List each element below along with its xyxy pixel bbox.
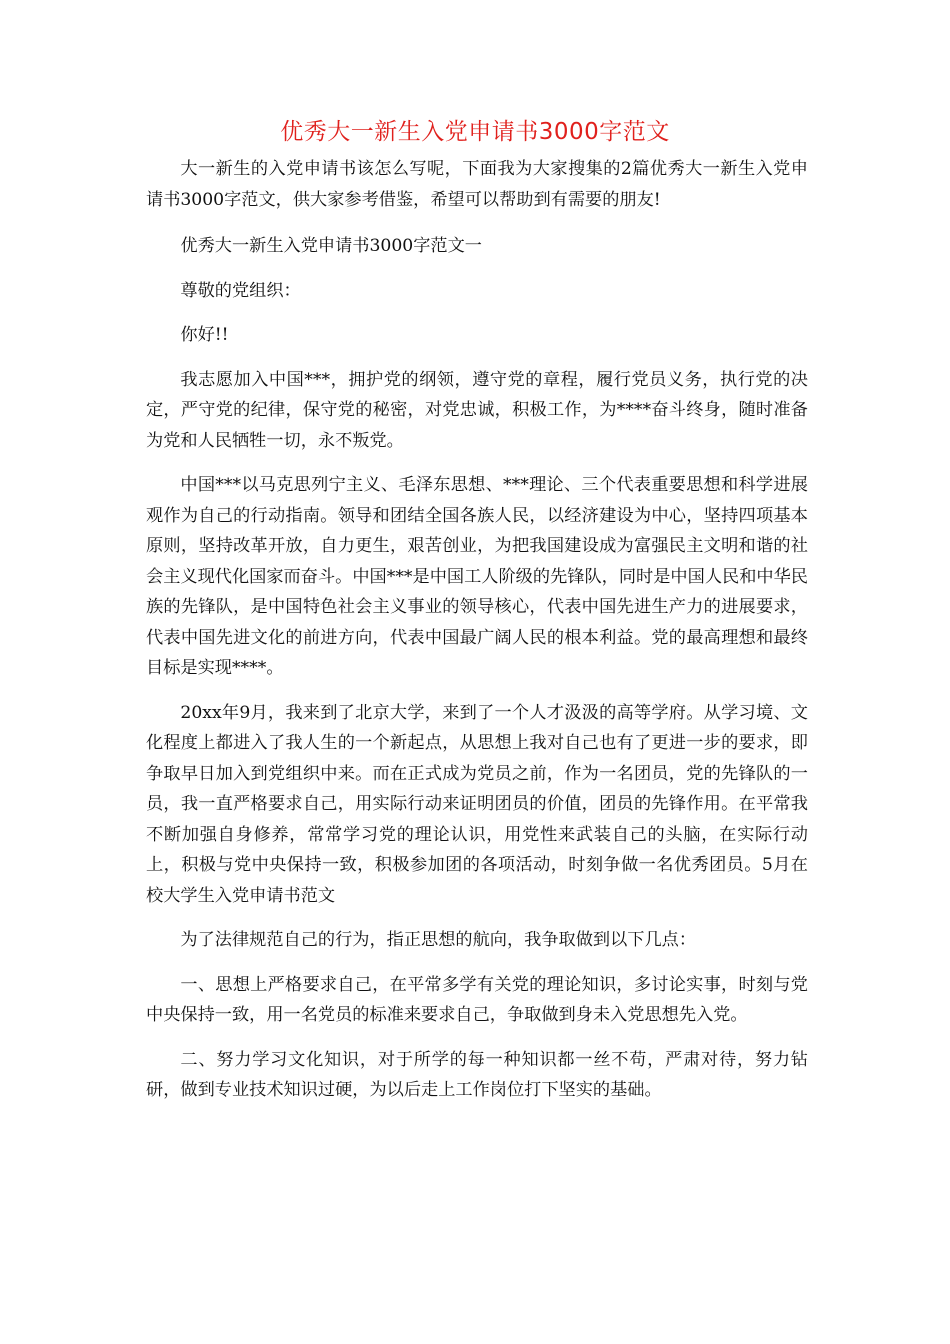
intro-paragraph: 大一新生的入党申请书该怎么写呢，下面我为大家搜集的2篇优秀大一新生入党申请书3000字范文，供大家参考借鉴，希望可以帮助到有需要的朋友! [146, 159, 808, 210]
body-paragraph: 中国***以马克思列宁主义、毛泽东思想、***理论、三个代表重要思想和科学进展观作为自己的行动指南。领导和团结全国各族人民，以经济建设为中心，坚持四项基本原则，坚持改革开放，自力更生，艰苦创业，为把我国建设成为富强民主文明和谐的社会主义现代化国家而奋斗。中国***是中国工人阶级的先锋队，同时是中国人民和中华民族的先锋队，是中国特色社会主义事业的领导核心，代表中国先进生产力的进展要求，代表中国先进文化的前进方向，代表中国最广阔人民的根本利益。党的最高理想和最终目标是实现****。 [146, 475, 808, 678]
document-title: 优秀大一新生入党申请书3000字范文 [280, 119, 670, 145]
salutation: 尊敬的党组织： [180, 280, 301, 301]
section-heading: 优秀大一新生入党申请书3000字范文一 [180, 236, 482, 256]
body-paragraph: 二、努力学习文化知识，对于所学的每一种知识都一丝不苟，严肃对待，努力钻研，做到专业技术知识过硬，为以后走上工作岗位打下坚实的基础。 [146, 1049, 808, 1100]
body-paragraph: 我志愿加入中国***，拥护党的纲领，遵守党的章程，履行党员义务，执行党的决定，严守党的纪律，保守党的秘密，对党忠诚，积极工作，为****奋斗终身，随时准备为党和人民牺牲一切，永不叛党。 [146, 369, 808, 451]
body-paragraph: 为了法律规范自己的行为，指正思想的航向，我争取做到以下几点： [180, 930, 697, 950]
body-paragraph: 一、思想上严格要求自己，在平常多学有关党的理论知识，多讨论实事，时刻与党中央保持一致，用一名党员的标准来要求自己，争取做到身未入党思想先入党。 [146, 974, 808, 1025]
body-paragraph: 20xx年9月，我来到了北京大学，来到了一个人才汲汲的高等学府。从学习境、文化程度上都进入了我人生的一个新起点，从思想上我对自己也有了更进一步的要求，即争取早日加入到党组织中来。而在正式成为党员之前，作为一名团员，党的先锋队的一员，我一直严格要求自己，用实际行动来证明团员的价值，团员的先锋作用。在平常我不断加强自身修养，常常学习党的理论认识，用党性来武装自己的头脑，在实际行动上，积极与党中央保持一致，积极参加团的各项活动，时刻争做一名优秀团员。5月在校大学生入党申请书范文 [146, 702, 808, 906]
document-body [146, 154, 808, 1120]
greeting: 你好!! [180, 325, 229, 345]
